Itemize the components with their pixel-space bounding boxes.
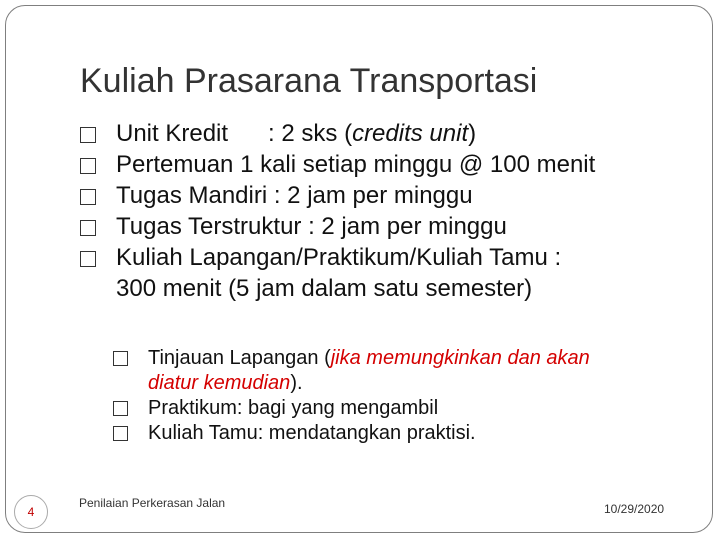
- sub-bullet-praktikum: [113, 396, 703, 421]
- sub-bullet-red-text: diatur kemudian: [148, 372, 291, 394]
- slide-title: Kuliah Prasarana Transportasi: [80, 62, 538, 100]
- bullet-text-italic: credits unit: [352, 120, 469, 147]
- bullet-pertemuan: [78, 149, 698, 180]
- checkbox-square-icon: [80, 251, 96, 267]
- sub-bullet-kuliah-tamu: [113, 421, 703, 446]
- checkbox-square-icon: [80, 127, 96, 143]
- bullet-unit-kredit: [78, 118, 698, 149]
- bullet-text: Kuliah Lapangan/Praktikum/Kuliah Tamu :: [116, 244, 562, 271]
- checkbox-square-icon: [80, 189, 96, 205]
- sub-bullet-red-text: jika memungkinkan dan akan: [330, 347, 590, 369]
- bullet-text: Unit Kredit : 2 sks (: [116, 120, 353, 147]
- sub-bullet-text: ).: [290, 372, 303, 394]
- checkbox-square-icon: [80, 158, 96, 174]
- bullet-text: ): [468, 120, 477, 147]
- sub-bullet-text: Praktikum: bagi yang mengambil: [148, 397, 439, 419]
- checkbox-square-icon: [113, 401, 128, 416]
- bullet-text-continued: 300 menit (5 jam dalam satu semester): [116, 275, 533, 302]
- sub-bullet-list: [113, 346, 703, 446]
- bullet-text: Tugas Mandiri : 2 jam per minggu: [116, 182, 473, 209]
- slide-number: 4: [14, 495, 48, 529]
- bullet-tugas-mandiri: [78, 180, 698, 211]
- footer-text: Penilaian Perkerasan Jalan: [79, 496, 226, 510]
- bullet-kuliah-lapangan: [78, 242, 698, 304]
- checkbox-square-icon: [113, 426, 128, 441]
- checkbox-square-icon: [80, 220, 96, 236]
- checkbox-square-icon: [113, 351, 128, 366]
- bullet-tugas-terstruktur: [78, 211, 698, 242]
- sub-bullet-text: Kuliah Tamu: mendatangkan praktisi.: [148, 422, 476, 444]
- sub-bullet-text: Tinjauan Lapangan (: [148, 347, 331, 369]
- main-bullet-list: [78, 118, 698, 304]
- sub-bullet-tinjauan: [113, 346, 703, 396]
- bullet-text: Pertemuan 1 kali setiap minggu @ 100 menit: [116, 151, 596, 178]
- bullet-text: Tugas Terstruktur : 2 jam per minggu: [116, 213, 507, 240]
- footer-date: 10/29/2020: [604, 502, 665, 516]
